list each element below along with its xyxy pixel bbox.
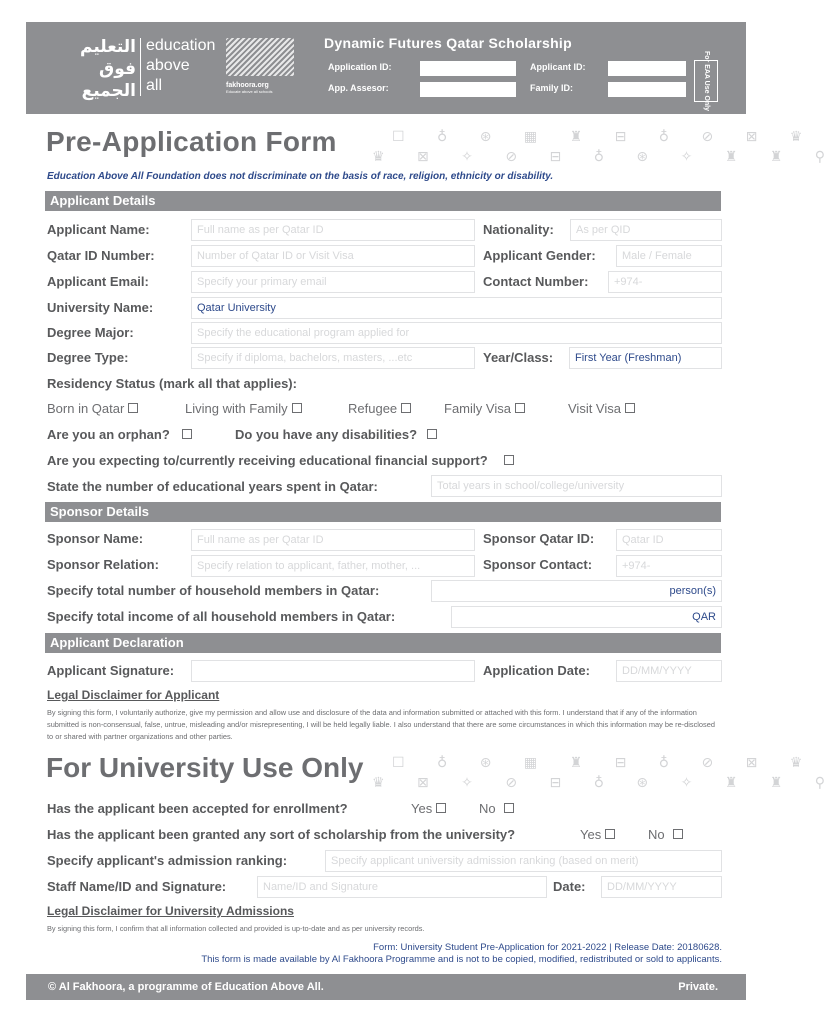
disability-checkbox[interactable] <box>427 429 437 439</box>
logo-divider <box>140 38 141 96</box>
degree-major-label: Degree Major: <box>47 325 134 340</box>
logo-en-line-2: above <box>146 57 190 74</box>
orphan-question-text: Are you an orphan? <box>47 427 170 442</box>
family-visa-checkbox[interactable] <box>515 403 525 413</box>
enrollment-yes-label: Yes <box>411 801 433 816</box>
app-assessor-label: App. Assesor: <box>328 83 389 93</box>
applicant-disclaimer-text: By signing this form, I voluntarily authorize, give my permission and allow use and disclosure of the data and information submitted or attached with this form. I understand that if any of the information submitted is non-consensual, false, untrue, misleading and/or misrepresenting, I will be held legally liable. I also understand that there are some circumstances in which this information may be re-disclosed to or shared with partner organizations and other parties. <box>47 708 715 741</box>
sponsor-details-header: Sponsor Details <box>45 502 721 522</box>
applicant-signature-field[interactable] <box>191 660 475 682</box>
residency-option-refugee[interactable] <box>348 401 411 416</box>
staff-signature-label: Staff Name/ID and Signature: <box>47 879 227 894</box>
enrollment-yes-option[interactable] <box>411 801 446 816</box>
header-banner <box>26 22 746 114</box>
financial-support-checkbox[interactable] <box>504 455 514 465</box>
year-class-label: Year/Class: <box>483 350 554 365</box>
contact-number-field[interactable]: +974- <box>608 271 722 293</box>
visit-visa-checkbox[interactable] <box>625 403 635 413</box>
applicant-id-field[interactable] <box>608 61 686 76</box>
disability-question-text: Do you have any disabilities? <box>235 427 418 442</box>
sponsor-relation-field[interactable]: Specify relation to applicant, father, mother, ... <box>191 555 475 577</box>
scholarship-question: Has the applicant been granted any sort of scholarship from the university? <box>47 827 516 842</box>
enrollment-no-option[interactable] <box>479 801 514 816</box>
scholarship-yes-label: Yes <box>580 827 602 842</box>
born-in-qatar-label: Born in Qatar <box>47 401 125 416</box>
university-disclaimer-title: Legal Disclaimer for University Admissions <box>47 904 294 918</box>
scholarship-no-option[interactable] <box>648 827 683 842</box>
household-members-label: Specify total number of household members in Qatar: <box>47 583 380 598</box>
application-id-label: Application ID: <box>328 62 392 72</box>
residency-status-label: Residency Status (mark all that applies): <box>47 376 297 391</box>
eaa-logo-arabic <box>48 36 136 102</box>
bottom-bar <box>26 974 746 1000</box>
form-availability-notice: This form is made available by Al Fakhoora Programme and is not to be copied, modified, redistributed or sold to applicants. <box>201 954 722 965</box>
admission-ranking-field[interactable]: Specify applicant university admission ranking (based on merit) <box>325 850 722 872</box>
applicant-name-label: Applicant Name: <box>47 222 150 237</box>
family-id-label: Family ID: <box>530 83 574 93</box>
family-visa-label: Family Visa <box>444 401 511 416</box>
living-with-family-label: Living with Family <box>185 401 288 416</box>
admission-ranking-label: Specify applicant's admission ranking: <box>47 853 288 868</box>
enrollment-yes-checkbox[interactable] <box>436 803 446 813</box>
orphan-checkbox[interactable] <box>182 429 192 439</box>
logo-en-line-1: education <box>146 37 216 54</box>
application-date-field[interactable]: DD/MM/YYYY <box>616 660 722 682</box>
university-name-label: University Name: <box>47 300 154 315</box>
logo-ar-line-3: الجميع <box>81 81 136 101</box>
applicant-declaration-header: Applicant Declaration <box>45 633 721 653</box>
applicant-signature-label: Applicant Signature: <box>47 663 175 678</box>
enrollment-question: Has the applicant been accepted for enrollment? <box>47 801 348 816</box>
enrollment-no-label: No <box>479 801 496 816</box>
university-date-label: Date: <box>553 879 586 894</box>
decorative-icons-row-1: ☐ ♁ ⊛ ▦ ♜ ⊟ ♁ ⊘ ⊠ ♛ <box>392 129 817 145</box>
office-use-box <box>694 50 718 112</box>
scholarship-no-label: No <box>648 827 665 842</box>
applicant-gender-label: Applicant Gender: <box>483 248 596 263</box>
decorative-icons-row-3: ☐ ♁ ⊛ ▦ ♜ ⊟ ♁ ⊘ ⊠ ♛ <box>392 755 817 771</box>
years-in-qatar-field[interactable]: Total years in school/college/university <box>431 475 722 497</box>
visit-visa-label: Visit Visa <box>568 401 621 416</box>
household-income-field[interactable]: QAR <box>451 606 722 628</box>
refugee-label: Refugee <box>348 401 398 416</box>
form-footer-info <box>201 942 722 966</box>
scholarship-yes-checkbox[interactable] <box>605 829 615 839</box>
residency-option-living-with-family[interactable] <box>185 401 302 416</box>
degree-type-label: Degree Type: <box>47 350 129 365</box>
applicant-gender-field[interactable]: Male / Female <box>616 245 722 267</box>
applicant-id-label: Applicant ID: <box>530 62 586 72</box>
applicant-details-header: Applicant Details <box>45 191 721 211</box>
contact-number-label: Contact Number: <box>483 274 589 289</box>
decorative-icons-row-4: ♛ ⊠ ✧ ⊘ ⊟ ♁ ⊛ ✧ ♜ ♜ ⚲ <box>372 775 839 791</box>
university-disclaimer-text: By signing this form, I confirm that all information collected and provided is up-to-date and as per university records. <box>47 924 425 933</box>
applicant-email-field[interactable]: Specify your primary email <box>191 271 475 293</box>
university-name-field[interactable]: Qatar University <box>191 297 722 319</box>
logo-en-line-3: all <box>146 77 163 94</box>
university-section-title: For University Use Only <box>46 752 364 783</box>
scholarship-no-checkbox[interactable] <box>673 829 683 839</box>
fakhoora-logo <box>226 38 296 98</box>
sponsor-contact-field[interactable]: +974- <box>616 555 722 577</box>
office-use-label: For EAA Use Only <box>703 50 710 112</box>
form-title: Pre-Application Form <box>46 126 337 157</box>
residency-option-visit-visa[interactable] <box>568 401 635 416</box>
living-with-family-checkbox[interactable] <box>292 403 302 413</box>
sponsor-name-field[interactable]: Full name as per Qatar ID <box>191 529 475 551</box>
residency-option-born-in-qatar[interactable] <box>47 401 138 416</box>
application-id-field[interactable] <box>420 61 516 76</box>
non-discrimination-notice: Education Above All Foundation does not discriminate on the basis of race, religion, ethnicity or disability. <box>47 171 554 182</box>
staff-signature-field[interactable]: Name/ID and Signature <box>257 876 547 898</box>
financial-support-question <box>47 453 514 468</box>
born-in-qatar-checkbox[interactable] <box>128 403 138 413</box>
scholarship-yes-option[interactable] <box>580 827 615 842</box>
decorative-icons-row-2: ♛ ⊠ ✧ ⊘ ⊟ ♁ ⊛ ✧ ♜ ♜ ⚲ <box>372 149 839 165</box>
family-id-field[interactable] <box>608 82 686 97</box>
private-label: Private. <box>678 981 718 993</box>
fakhoora-logo-art <box>226 38 294 76</box>
app-assessor-field[interactable] <box>420 82 516 97</box>
years-in-qatar-label: State the number of educational years spent in Qatar: <box>47 479 378 494</box>
sponsor-relation-label: Sponsor Relation: <box>47 557 159 572</box>
form-release-info: Form: University Student Pre-Application for 2021-2022 | Release Date: 20180628. <box>373 942 722 953</box>
residency-option-family-visa[interactable] <box>444 401 525 416</box>
household-members-field[interactable]: person(s) <box>431 580 722 602</box>
household-income-label: Specify total income of all household members in Qatar: <box>47 609 396 624</box>
nationality-label: Nationality: <box>483 222 554 237</box>
eaa-logo-english <box>146 36 215 96</box>
qatar-id-field[interactable]: Number of Qatar ID or Visit Visa <box>191 245 475 267</box>
university-date-field[interactable]: DD/MM/YYYY <box>601 876 722 898</box>
logo-ar-line-2: فوق <box>99 59 136 79</box>
qatar-id-label: Qatar ID Number: <box>47 248 155 263</box>
applicant-disclaimer-title: Legal Disclaimer for Applicant <box>47 688 220 702</box>
sponsor-name-label: Sponsor Name: <box>47 531 144 546</box>
sponsor-qatar-id-field[interactable]: Qatar ID <box>616 529 722 551</box>
degree-type-field[interactable]: Specify if diploma, bachelors, masters, ...etc <box>191 347 475 369</box>
application-date-label: Application Date: <box>483 663 590 678</box>
fakhoora-logo-name: fakhoora.org <box>226 82 269 89</box>
fakhoora-logo-tagline: Educate above all schools <box>226 89 273 94</box>
sponsor-qatar-id-label: Sponsor Qatar ID: <box>483 531 595 546</box>
copyright-text: © Al Fakhoora, a programme of Education Above All. <box>48 981 324 993</box>
financial-support-question-text: Are you expecting to/currently receiving educational financial support? <box>47 453 488 468</box>
orphan-question <box>47 427 192 442</box>
refugee-checkbox[interactable] <box>401 403 411 413</box>
disability-question <box>235 427 437 442</box>
scholarship-title: Dynamic Futures Qatar Scholarship <box>324 35 572 51</box>
applicant-email-label: Applicant Email: <box>47 274 149 289</box>
enrollment-no-checkbox[interactable] <box>504 803 514 813</box>
sponsor-contact-label: Sponsor Contact: <box>483 557 593 572</box>
logo-ar-line-1: التعليم <box>80 37 136 57</box>
year-class-field[interactable]: First Year (Freshman) <box>569 347 722 369</box>
nationality-field[interactable]: As per QID <box>570 219 722 241</box>
applicant-name-field[interactable]: Full name as per Qatar ID <box>191 219 475 241</box>
degree-major-field[interactable]: Specify the educational program applied for <box>191 322 722 344</box>
